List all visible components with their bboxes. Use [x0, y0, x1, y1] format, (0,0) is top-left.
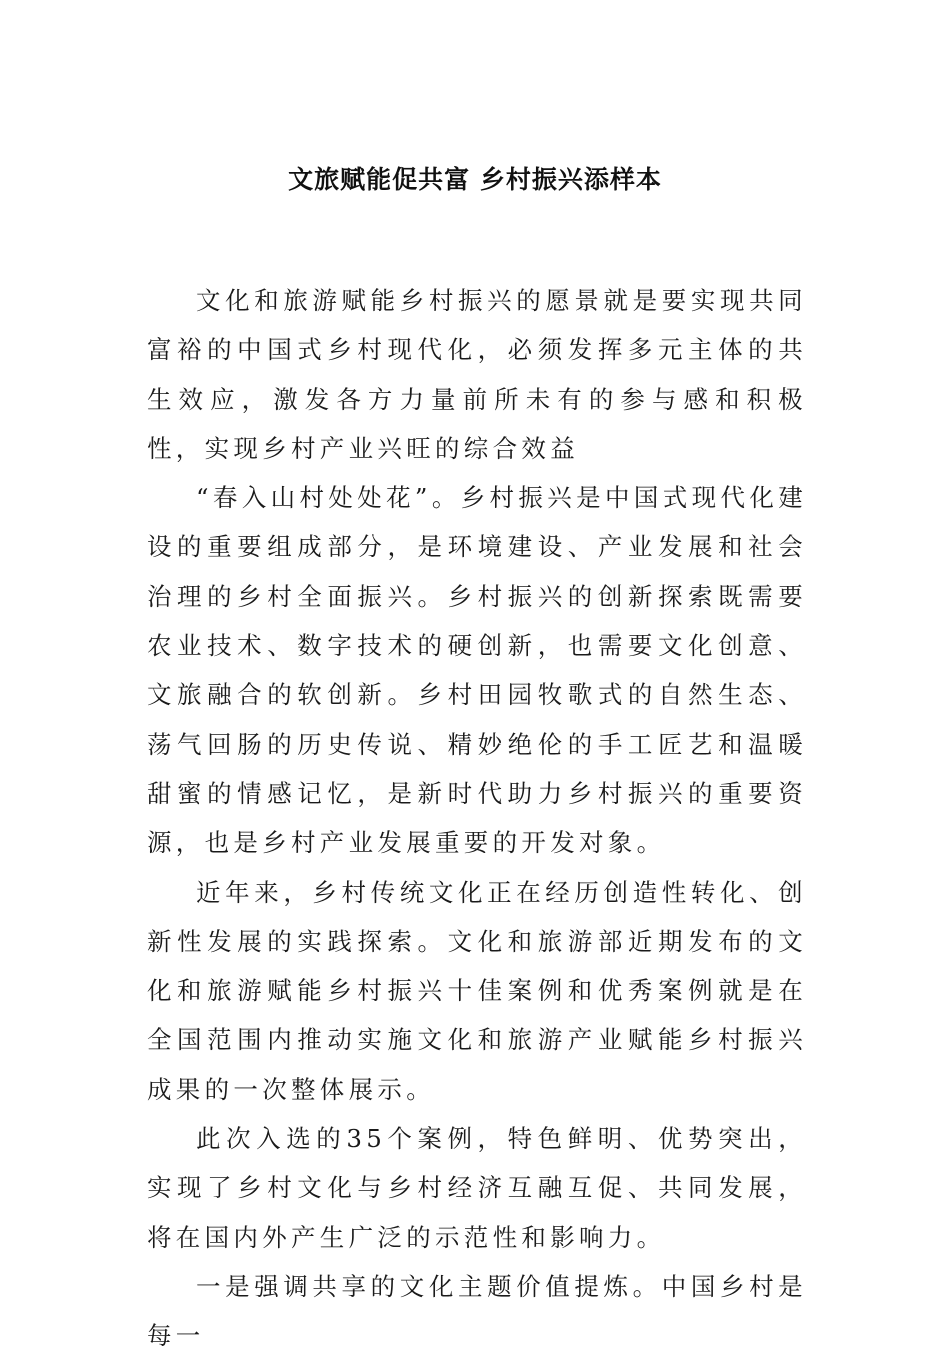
paragraph: 文化和旅游赋能乡村振兴的愿景就是要实现共同富裕的中国式乡村现代化，必须发挥多元主体的共生效应，激发各方力量前所未有的参与感和积极性，实现乡村产业兴旺的综合效益: [147, 286, 807, 463]
document-body: [147, 276, 807, 1361]
paragraph: 近年来，乡村传统文化正在经历创造性转化、创新性发展的实践探索。文化和旅游部近期发布的文化和旅游赋能乡村振兴十佳案例和优秀案例就是在全国范围内推动实施文化和旅游产业赋能乡村振兴成果的一次整体展示。: [147, 877, 807, 1104]
document-title: 文旅赋能促共富 乡村振兴添样本: [288, 165, 662, 194]
paragraph: 此次入选的35个案例，特色鲜明、优势突出，实现了乡村文化与乡村经济互融互促、共同发展，将在国内外产生广泛的示范性和影响力。: [147, 1124, 807, 1252]
paragraph: 一是强调共享的文化主题价值提炼。中国乡村是每一: [147, 1271, 807, 1351]
paragraph: “春入山村处处花”。乡村振兴是中国式现代化建设的重要组成部分，是环境建设、产业发展和社会治理的乡村全面振兴。乡村振兴的创新探索既需要农业技术、数字技术的硬创新，也需要文化创意、文旅融合的软创新。乡村田园牧歌式的自然生态、荡气回肠的历史传说、精妙绝伦的手工匠艺和温暖甜蜜的情感记忆，是新时代助力乡村振兴的重要资源，也是乡村产业发展重要的开发对象。: [147, 483, 807, 858]
